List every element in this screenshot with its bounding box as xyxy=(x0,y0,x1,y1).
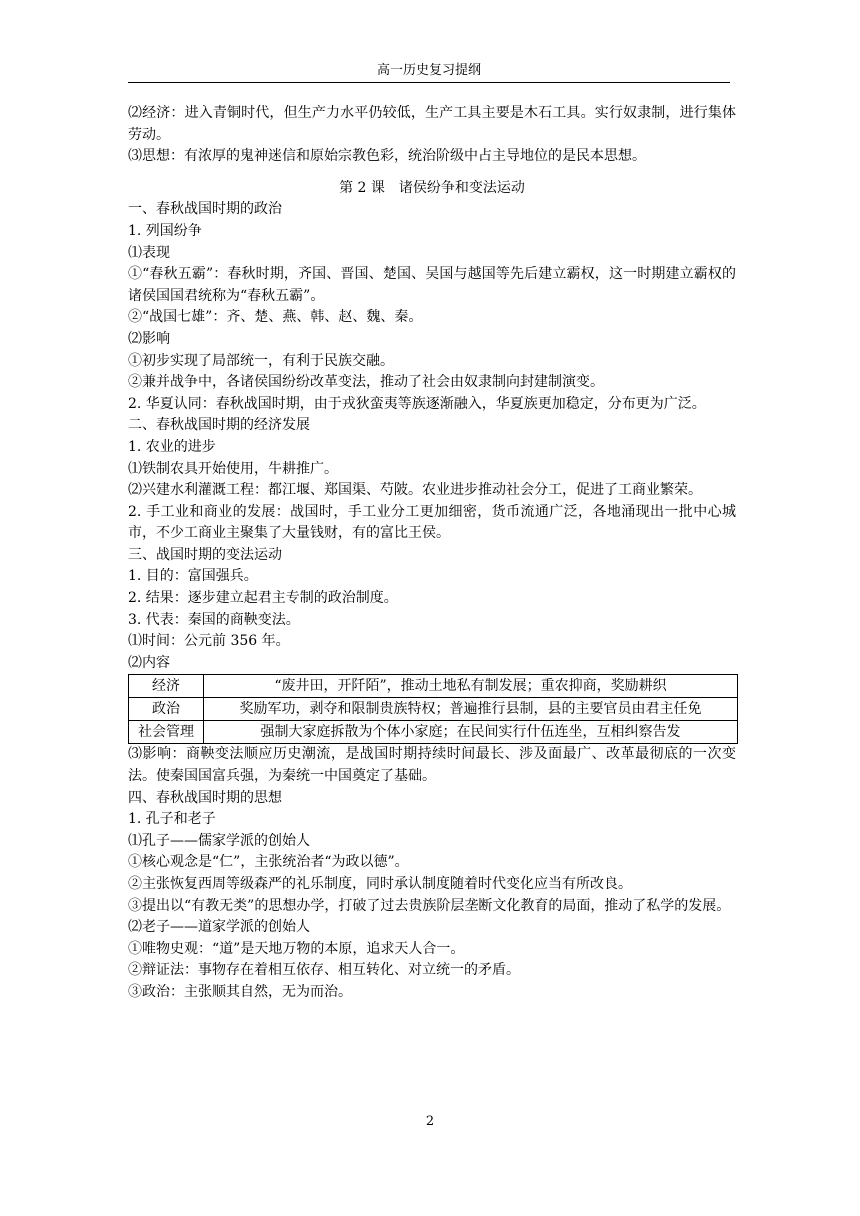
paragraph: 3. 代表：秦国的商鞅变法。 xyxy=(128,611,300,628)
section-heading: 三、战国时期的变法运动 xyxy=(128,546,282,563)
paragraph: ①“春秋五霸”：春秋时期，齐国、晋国、楚国、吴国与越国等先后建立霸权，这一时期建立霸权的诸侯国国君统称为“春秋五霸”。 xyxy=(128,266,736,304)
table-cell-category: 社会管理 xyxy=(129,721,204,744)
paragraph: ②辩证法：事物存在着相互依存、相互转化、对立统一的矛盾。 xyxy=(128,962,520,979)
paragraph: ⑴铁制农具开始使用，牛耕推广。 xyxy=(128,460,338,477)
paragraph: 1. 列国纷争 xyxy=(128,222,202,239)
page-number: 2 xyxy=(425,1114,435,1129)
paragraph: ①唯物史观：“道”是天地万物的本原，追求天人合一。 xyxy=(128,940,465,957)
table-cell-content: 强制大家庭拆散为个体小家庭；在民间实行什伍连坐，互相纠察告发 xyxy=(204,721,738,744)
table-row xyxy=(129,698,738,721)
paragraph: 2. 手工业和商业的发展：战国时，手工业分工更加细密，货币流通广泛，各地涌现出一批中心城市，不少工商业主聚集了大量钱财，有的富比王侯。 xyxy=(128,503,736,542)
paragraph: ⑵兴建水利灌溉工程：都江堰、郑国渠、芍陂。农业进步推动社会分工，促进了工商业繁荣。 xyxy=(128,482,702,499)
header-divider xyxy=(128,82,730,83)
paragraph: ③政治：主张顺其自然，无为而治。 xyxy=(128,983,352,1000)
paragraph: 2. 结果：逐步建立起君主专制的政治制度。 xyxy=(128,590,398,607)
paragraph: 2. 华夏认同：春秋战国时期，由于戎狄蛮夷等族逐渐融入，华夏族更加稳定，分布更为广泛。 xyxy=(128,395,706,412)
paragraph: 1. 农业的进步 xyxy=(128,438,216,455)
paragraph: ⑶影响：商鞅变法顺应历史潮流，是战国时期持续时间最长、涉及面最广、改革最彻底的一次变法。使秦国国富兵强，为秦统一中国奠定了基础。 xyxy=(128,746,736,785)
table-row xyxy=(129,721,738,744)
lesson-title: 第 2 课 诸侯纷争和变法运动 xyxy=(339,179,525,196)
table-row xyxy=(129,675,738,698)
paragraph: ①核心观念是“仁”，主张统治者“为政以德”。 xyxy=(128,854,409,871)
paragraph: ⑵内容 xyxy=(128,654,170,671)
page-header-title: 高一历史复习提纲 xyxy=(376,63,481,78)
paragraph: ⑴时间：公元前 356 年。 xyxy=(128,633,290,650)
paragraph: ②主张恢复西周等级森严的礼乐制度，同时承认制度随着时代变化应当有所改良。 xyxy=(128,876,632,892)
paragraph: ⑵经济：进入青铜时代，但生产力水平仍较低，生产工具主要是木石工具。实行奴隶制，进行集体劳动。 xyxy=(128,105,736,143)
paragraph: ②兼并战争中，各诸侯国纷纷改革变法，推动了社会由奴隶制向封建制演变。 xyxy=(128,374,604,391)
paragraph: 1. 孔子和老子 xyxy=(128,811,216,828)
table-cell-content: “废井田，开阡陌”，推动土地私有制发展；重农抑商，奖励耕织 xyxy=(204,675,738,698)
paragraph: ⑴表现 xyxy=(128,244,170,261)
section-heading: 二、春秋战国时期的经济发展 xyxy=(128,417,310,434)
paragraph: ⑴孔子——儒家学派的创始人 xyxy=(128,832,310,849)
table-cell-content: 奖励军功，剥夺和限制贵族特权；普遍推行县制，县的主要官员由君主任免 xyxy=(204,698,738,721)
reform-content-table xyxy=(128,674,738,744)
paragraph: ⑵老子——道家学派的创始人 xyxy=(128,919,310,936)
section-heading: 一、春秋战国时期的政治 xyxy=(128,201,282,218)
paragraph: ⑶思想：有浓厚的鬼神迷信和原始宗教色彩，统治阶级中占主导地位的是民本思想。 xyxy=(128,148,646,165)
paragraph: ②“战国七雄”：齐、楚、燕、韩、赵、魏、秦。 xyxy=(128,309,423,326)
document-body xyxy=(128,103,736,1004)
paragraph: ①初步实现了局部统一，有利于民族交融。 xyxy=(128,352,394,369)
paragraph: 1. 目的：富国强兵。 xyxy=(128,568,258,585)
paragraph: ③提出以“有教无类”的思想办学，打破了过去贵族阶层垄断文化教育的局面，推动了私学的发展。 xyxy=(128,897,731,914)
paragraph: ⑵影响 xyxy=(128,330,170,347)
table-cell-category: 经济 xyxy=(129,675,204,698)
section-heading: 四、春秋战国时期的思想 xyxy=(128,789,282,806)
table-cell-category: 政治 xyxy=(129,698,204,721)
